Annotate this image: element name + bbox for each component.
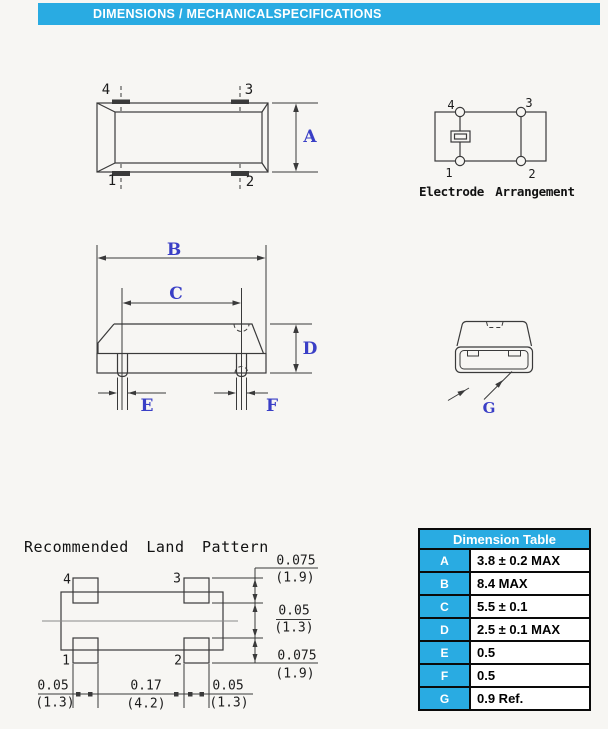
electrode-arrangement-caption: Electrode Arrangement <box>419 184 575 199</box>
row-value: 0.9 Ref. <box>470 687 590 710</box>
vdim-mid-inch: 0.05 <box>278 603 310 619</box>
dim-a-letter: A <box>303 127 317 147</box>
hdim-left-mm: (1.3) <box>35 695 75 711</box>
vdim-mid-mm: (1.3) <box>274 620 314 636</box>
electrode-pin4 <box>455 107 464 116</box>
top-view-pin1-label: 1 <box>107 173 117 189</box>
land-pattern-title: Recommended Land Pattern <box>24 538 269 556</box>
dim-e-letter: E <box>140 396 154 416</box>
vdim-bottom-inch: 0.075 <box>277 648 317 664</box>
dim-b-letter: B <box>166 240 182 260</box>
dim-f-letter: F <box>265 396 279 416</box>
top-view-pin4-label: 4 <box>101 82 111 98</box>
table-row <box>419 641 590 664</box>
row-value: 3.8 ± 0.2 MAX <box>470 549 590 572</box>
electrode-arrangement-drawing <box>435 107 546 165</box>
lid-outline <box>457 322 532 347</box>
table-row <box>419 687 590 710</box>
row-value: 0.5 <box>470 641 590 664</box>
pad2-label: 2 <box>174 653 182 669</box>
table-header-row <box>419 529 590 549</box>
pad1-label: 1 <box>62 653 70 669</box>
table-row <box>419 572 590 595</box>
dim-g-letter: G <box>482 399 496 417</box>
table-row <box>419 549 590 572</box>
row-value: 0.5 <box>470 664 590 687</box>
package-top-view-drawing <box>97 86 318 190</box>
row-letter: B <box>419 572 470 595</box>
land-pattern-drawing <box>38 568 318 708</box>
table-row <box>419 618 590 641</box>
row-letter: E <box>419 641 470 664</box>
dimension-table <box>418 528 591 711</box>
electrode-pin1-label: 1 <box>445 166 453 180</box>
crystal-symbol <box>451 131 470 142</box>
package-perspective-drawing <box>448 322 533 401</box>
hdim-right-mm: (1.3) <box>209 695 249 711</box>
pad3-rect <box>184 578 209 603</box>
row-value: 2.5 ± 0.1 MAX <box>470 618 590 641</box>
pad3-label: 3 <box>173 571 181 587</box>
row-letter: A <box>419 549 470 572</box>
pad4-label: 4 <box>63 572 71 588</box>
row-letter: C <box>419 595 470 618</box>
row-letter: F <box>419 664 470 687</box>
hdim-center-mm: (4.2) <box>126 696 166 712</box>
electrode-pin4-label: 4 <box>447 98 455 112</box>
hdim-right-inch: 0.05 <box>212 678 244 694</box>
row-value: 8.4 MAX <box>470 572 590 595</box>
table-row <box>419 664 590 687</box>
hdim-left-inch: 0.05 <box>37 678 69 694</box>
top-view-pin3-label: 3 <box>244 82 254 98</box>
dim-g-lines <box>448 372 512 401</box>
pad4-rect <box>73 578 98 603</box>
vdim-bottom-mm: (1.9) <box>275 666 315 682</box>
table-row <box>419 595 590 618</box>
package-body <box>98 324 264 354</box>
dim-d-letter: D <box>302 339 318 359</box>
hdim-center-inch: 0.17 <box>130 678 162 694</box>
dimension-table-title: Dimension Table <box>419 529 590 549</box>
electrode-pin2 <box>516 156 525 165</box>
electrode-pin1 <box>455 156 464 165</box>
vdim-top-inch: 0.075 <box>276 553 316 569</box>
row-letter: G <box>419 687 470 710</box>
top-view-pin2-label: 2 <box>245 174 255 190</box>
section-header: DIMENSIONS / MECHANICALSPECIFICATIONS <box>38 3 600 25</box>
package-side-view-drawing <box>97 245 312 410</box>
vdim-top-mm: (1.9) <box>275 570 315 586</box>
electrode-pin2-label: 2 <box>528 167 536 181</box>
row-letter: D <box>419 618 470 641</box>
row-value: 5.5 ± 0.1 <box>470 595 590 618</box>
dim-c-letter: C <box>169 284 183 304</box>
electrode-pin3 <box>516 107 525 116</box>
electrode-pin3-label: 3 <box>525 96 533 110</box>
